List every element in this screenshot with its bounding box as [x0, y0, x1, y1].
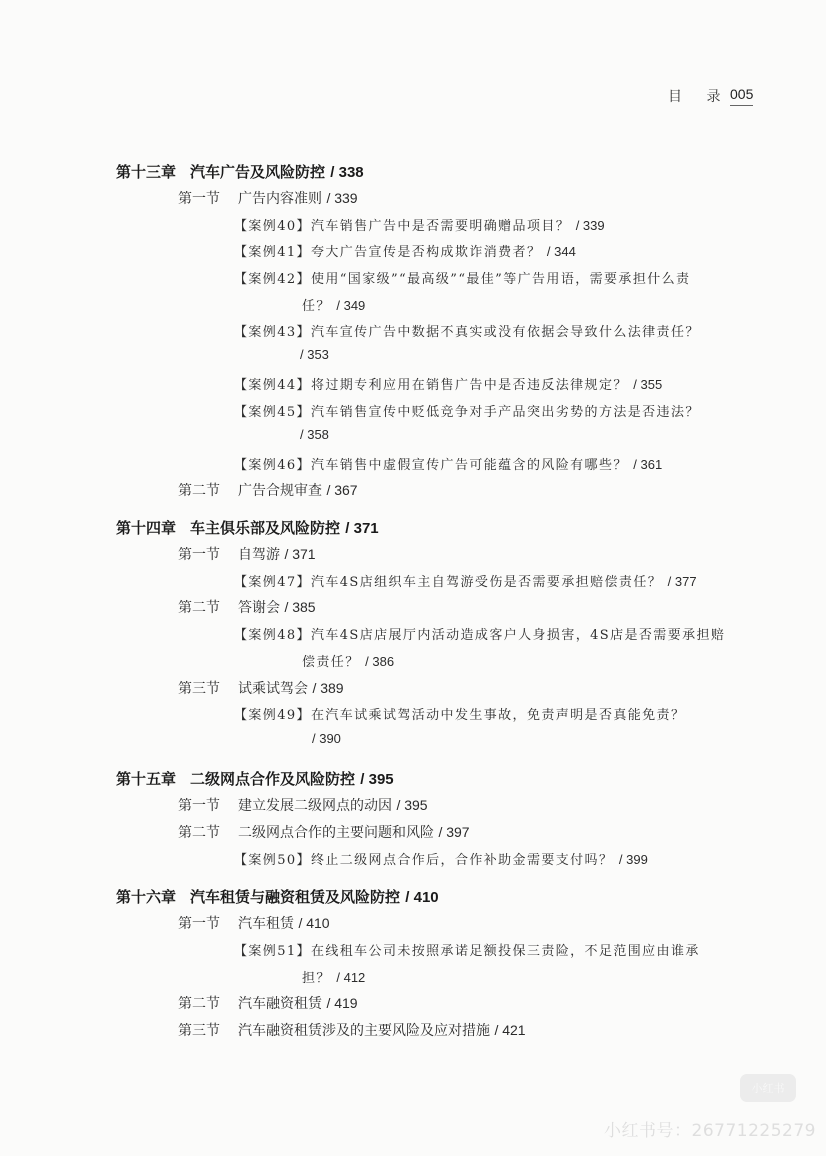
- page-ref: / 390: [312, 731, 341, 746]
- section-title: 试乘试驾会: [238, 681, 308, 697]
- page-ref: / 353: [300, 347, 329, 362]
- section-label: 第一节: [178, 798, 220, 814]
- toc-case[interactable]: [234, 704, 685, 723]
- toc-section[interactable]: [178, 822, 470, 842]
- case-title: 【案例41】夸大广告宣传是否构成欺诈消费者？: [234, 245, 542, 260]
- case-title: 【案例48】汽车4S店店展厅内活动造成客户人身损害，4S店是否需要承担赔: [234, 628, 726, 643]
- section-title: 广告合规审查: [238, 483, 322, 499]
- section-label: 第三节: [178, 1023, 220, 1039]
- toc-case-continuation[interactable]: [300, 427, 329, 443]
- chapter-label: 第十六章: [116, 888, 177, 906]
- section-label: 第一节: [178, 547, 220, 563]
- toc-case-continuation[interactable]: [302, 295, 365, 314]
- toc-case[interactable]: [234, 321, 700, 340]
- page-number: 005: [730, 86, 753, 106]
- chapter-label: 第十四章: [116, 519, 177, 537]
- toc-case[interactable]: [234, 374, 662, 393]
- toc-chapter[interactable]: [116, 161, 364, 182]
- section-title: 答谢会: [238, 600, 280, 616]
- section-title: 建立发展二级网点的动因: [238, 798, 392, 814]
- page-ref: / 361: [633, 457, 663, 472]
- page-ref: / 377: [667, 574, 697, 589]
- page-ref: / 399: [618, 852, 648, 867]
- page-ref: / 421: [494, 1022, 526, 1038]
- case-title: 【案例43】汽车宣传广告中数据不真实或没有依据会导致什么法律责任？: [234, 325, 700, 340]
- toc-case[interactable]: [234, 571, 697, 590]
- case-title-cont: 担？: [302, 971, 331, 986]
- toc-case-continuation[interactable]: [302, 651, 394, 670]
- chapter-title: 汽车租赁与融资租赁及风险防控: [190, 888, 401, 906]
- page-ref: / 410: [298, 915, 330, 931]
- toc-chapter[interactable]: [116, 886, 439, 907]
- toc-section[interactable]: [178, 1020, 526, 1040]
- toc-section[interactable]: [178, 993, 358, 1013]
- case-title: 【案例45】汽车销售宣传中贬低竞争对手产品突出劣势的方法是否违法？: [234, 405, 700, 420]
- toc-section[interactable]: [178, 678, 344, 698]
- page-ref: / 386: [365, 654, 395, 669]
- page-ref: / 395: [360, 771, 394, 788]
- case-title: 【案例49】在汽车试乘试驾活动中发生事故，免责声明是否真能免责？: [234, 708, 686, 723]
- case-title: 【案例40】汽车销售广告中是否需要明确赠品项目？: [234, 219, 571, 234]
- case-title: 【案例50】终止二级网点合作后，合作补助金需要支付吗？: [234, 853, 614, 868]
- page-ref: / 367: [326, 482, 358, 498]
- section-title: 二级网点合作的主要问题和风险: [238, 825, 434, 841]
- page-ref: / 419: [326, 995, 358, 1011]
- section-label: 第二节: [178, 483, 220, 499]
- section-label: 第二节: [178, 600, 220, 616]
- toc-case-continuation[interactable]: [312, 731, 341, 747]
- case-title: 【案例47】汽车4S店组织车主自驾游受伤是否需要承担赔偿责任？: [234, 575, 663, 590]
- case-title-cont: 任？: [302, 299, 331, 314]
- page-ref: / 397: [438, 824, 470, 840]
- page-ref: / 371: [284, 546, 316, 562]
- case-title: 【案例44】将过期专利应用在销售广告中是否违反法律规定？: [234, 378, 628, 393]
- toc-case[interactable]: [234, 940, 700, 959]
- case-title: 【案例42】使用“国家级”“最高级”“最佳”等广告用语，需要承担什么责: [234, 272, 691, 287]
- chapter-title: 二级网点合作及风险防控: [190, 770, 356, 788]
- chapter-label: 第十五章: [116, 770, 177, 788]
- page-ref: / 371: [345, 520, 379, 537]
- page-ref: / 338: [330, 164, 364, 181]
- toc-case-continuation[interactable]: [300, 347, 329, 363]
- section-title: 汽车融资租赁涉及的主要风险及应对措施: [238, 1023, 490, 1039]
- case-title-cont: 偿责任？: [302, 655, 360, 670]
- case-title: 【案例46】汽车销售中虚假宣传广告可能蕴含的风险有哪些？: [234, 458, 628, 473]
- watermark-text: 小红书号：26771225279: [604, 1121, 816, 1141]
- section-title: 汽车融资租赁: [238, 996, 322, 1012]
- toc-case[interactable]: [234, 215, 605, 234]
- page-ref: / 339: [326, 190, 358, 206]
- toc-section[interactable]: [178, 597, 316, 617]
- toc-section[interactable]: [178, 795, 428, 815]
- page-ref: / 395: [396, 797, 428, 813]
- section-label: 第二节: [178, 996, 220, 1012]
- chapter-label: 第十三章: [116, 163, 177, 181]
- toc-case-continuation[interactable]: [302, 967, 365, 986]
- watermark-logo: 小红书: [740, 1074, 796, 1102]
- page-ref: / 412: [336, 970, 366, 985]
- page-ref: / 358: [300, 427, 329, 442]
- section-label: 第一节: [178, 916, 220, 932]
- case-title: 【案例51】在线租车公司未按照承诺足额投保三责险，不足范围应由谁承: [234, 944, 700, 959]
- page-ref: / 344: [546, 244, 576, 259]
- chapter-title: 车主俱乐部及风险防控: [190, 519, 341, 537]
- toc-case[interactable]: [234, 401, 700, 420]
- toc-case[interactable]: [234, 241, 576, 260]
- toc-case[interactable]: [234, 624, 725, 643]
- toc-case[interactable]: [234, 849, 648, 868]
- toc-section[interactable]: [178, 188, 358, 208]
- page-ref: / 385: [284, 599, 316, 615]
- section-label: 第一节: [178, 191, 220, 207]
- toc-section[interactable]: [178, 913, 330, 933]
- toc-section[interactable]: [178, 544, 316, 564]
- toc-section[interactable]: [178, 480, 358, 500]
- page-ref: / 410: [405, 889, 439, 906]
- toc-chapter[interactable]: [116, 768, 394, 789]
- page-ref: / 349: [336, 298, 366, 313]
- page-ref: / 355: [633, 377, 663, 392]
- section-label: 第三节: [178, 681, 220, 697]
- toc-case[interactable]: [234, 454, 662, 473]
- section-label: 第二节: [178, 825, 220, 841]
- page-ref: / 339: [575, 218, 605, 233]
- page-ref: / 389: [312, 680, 344, 696]
- header-title: 目 录: [668, 89, 731, 105]
- section-title: 汽车租赁: [238, 916, 294, 932]
- chapter-title: 汽车广告及风险防控: [190, 163, 326, 181]
- toc-chapter[interactable]: [116, 517, 379, 538]
- toc-case[interactable]: [234, 268, 690, 287]
- section-title: 广告内容准则: [238, 191, 322, 207]
- section-title: 自驾游: [238, 547, 280, 563]
